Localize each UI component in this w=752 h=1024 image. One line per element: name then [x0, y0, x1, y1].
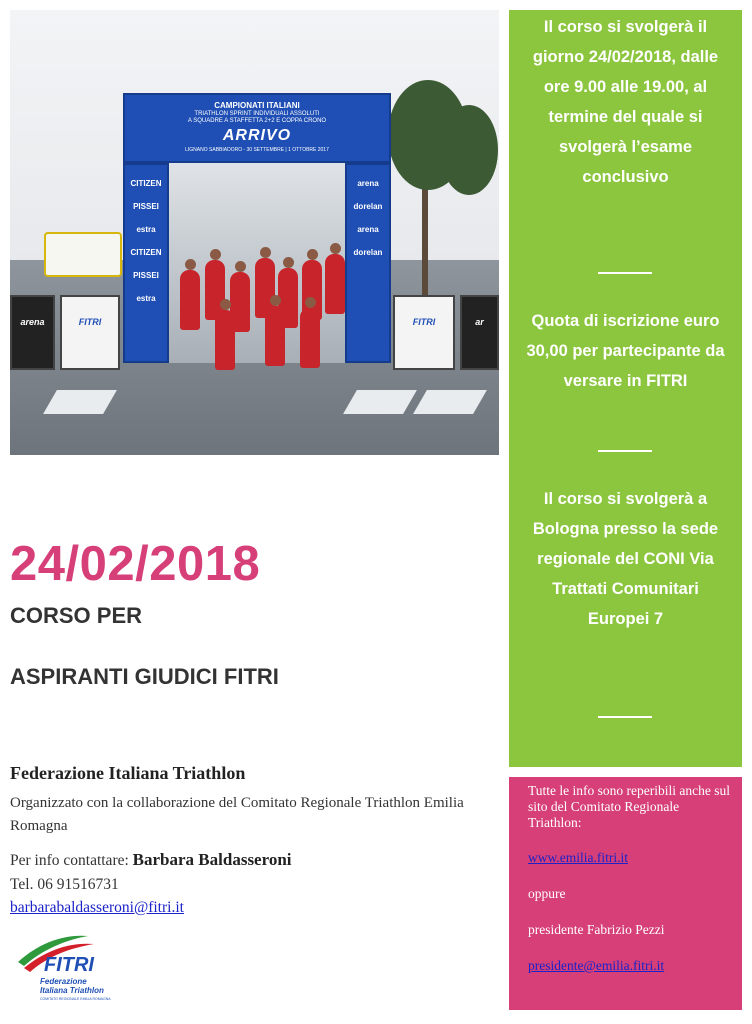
arch-subtitle: TRIATHLON SPRINT INDIVIDUALI ASSOLUTI — [194, 111, 320, 117]
sponsor-label: dorelan — [353, 248, 383, 257]
sponsor-label: estra — [136, 294, 156, 303]
logo-word: FITRI — [44, 954, 94, 976]
arch-banner — [123, 93, 391, 163]
separator — [598, 272, 652, 274]
separator — [598, 450, 652, 452]
separator — [598, 716, 652, 718]
president-email-link[interactable]: presidente@emilia.fitri.it — [528, 958, 665, 973]
person — [180, 270, 200, 330]
sponsor-label: dorelan — [353, 202, 383, 211]
organizer-text: Organizzato con la collaborazione del Comitato Regionale Triathlon Emilia Romagna — [10, 795, 464, 834]
sponsor-label: arena — [357, 179, 379, 188]
person — [325, 254, 345, 314]
contact-label: Per info contattare: — [10, 852, 129, 869]
arch-title: CAMPIONATI ITALIANI — [214, 101, 300, 110]
federation-name: Federazione Italiana Triathlon — [10, 763, 246, 783]
sponsor-label: PISSEI — [133, 271, 159, 280]
barrier-fitri: FITRI — [393, 295, 455, 370]
event-photo — [10, 10, 499, 455]
sponsor-label: arena — [357, 225, 379, 234]
course-location: Il corso si svolgerà a Bologna presso la sede regionale del CONI Via Trattati Comunitari Europei 7 — [532, 490, 719, 628]
arch-location: LIGNANO SABBIADORO - 30 SETTEMBRE | 1 OTTOBRE 2017 — [185, 147, 329, 153]
sponsor-label: estra — [136, 225, 156, 234]
logo-subtitle-3: COMITATO REGIONALE EMILIA ROMAGNA — [40, 997, 111, 1001]
barrier-arena-right: ar — [460, 295, 499, 370]
fitri-logo — [10, 924, 118, 1010]
person — [265, 306, 285, 366]
contact-phone: Tel. 06 91516731 — [10, 876, 119, 893]
person — [215, 310, 235, 370]
finish-arch — [123, 93, 391, 363]
barrier-fitri: FITRI — [60, 295, 120, 370]
contact-name: Barbara Baldasseroni — [132, 850, 292, 869]
person — [300, 308, 320, 368]
sponsor-label: CITIZEN — [130, 179, 162, 188]
logo-subtitle-2: Italiana Triathlon — [40, 986, 104, 995]
course-schedule: Il corso si svolgerà il giorno 24/02/2018, dalle ore 9.00 alle 19.00, al termine del quale si svolgerà l’esame conclusivo — [532, 18, 719, 186]
info-intro: Tutte le info sono reperibili anche sul sito del Comitato Regionale Triathlon: — [528, 783, 730, 830]
ambulance — [44, 232, 122, 277]
barrier-arena: arena — [10, 295, 55, 370]
course-info-panel — [509, 10, 742, 767]
course-heading-2: ASPIRANTI GIUDICI FITRI — [10, 664, 279, 689]
contact-info-panel — [509, 777, 742, 1010]
course-heading-1: CORSO PER — [10, 603, 143, 628]
regional-site-link[interactable]: www.emilia.fitri.it — [528, 850, 628, 865]
arch-subtitle-2: A SQUADRE A STAFFETTA 2+2 E COPPA CRONO — [187, 118, 327, 124]
contact-email-link[interactable]: barbarabaldasseroni@fitri.it — [10, 899, 184, 916]
contact-line — [10, 850, 292, 870]
logo-subtitle-1: Federazione — [40, 977, 87, 986]
arch-right-leg — [345, 163, 391, 363]
tree — [440, 105, 498, 195]
arch-arrivo: ARRIVO — [222, 127, 292, 144]
event-date: 24/02/2018 — [10, 537, 261, 591]
course-fee: Quota di iscrizione euro 30,00 per partecipante da versare in FITRI — [526, 312, 725, 390]
sponsor-label: CITIZEN — [130, 248, 162, 257]
arch-left-leg — [123, 163, 169, 363]
president-name: presidente Fabrizio Pezzi — [528, 922, 665, 937]
info-or: oppure — [528, 886, 566, 901]
sponsor-label: PISSEI — [133, 202, 159, 211]
